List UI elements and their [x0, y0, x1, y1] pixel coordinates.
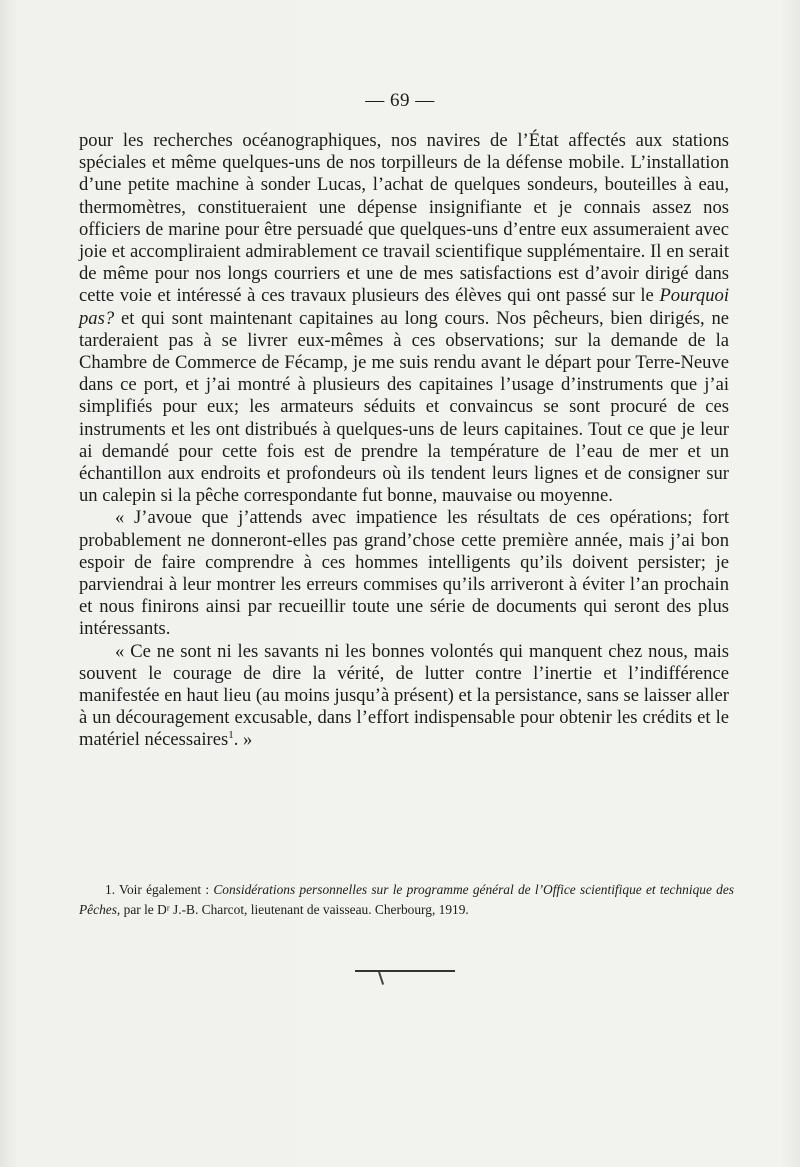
ship-name: Pourquoi pas? — [79, 285, 729, 329]
footnote — [79, 880, 734, 920]
paragraph-3-end: . » — [233, 729, 253, 751]
paragraph-1-end: et qui sont maintenant capitaines au long cours. Nos pêcheurs, bien dirigés, ne tarderaient pas à se livrer eux-mêmes à ces observations; sur la demande de la Chambre de Commerce de Fécamp, je me suis rendu avant le départ pour Terre-Neuve dans ce port, et j’ai montré à plusieurs des capitaines l’usage d’instruments que j’ai simplifiés pour eux; les armateurs séduits et convaincus se sont procuré de ces instruments et les ont distribués à quelques-uns de leurs capitaines. Tout ce que je leur ai demandé pour cette fois est de prendre la température de l’eau de mer et un échantillon aux endroits et profondeurs où ils tendent leurs lignes et de consigner sur un calepin si la pêche correspondante fut bonne, mauvaise ou moyenne. — [79, 307, 729, 507]
end-rule — [355, 970, 455, 972]
footnote-text — [79, 880, 734, 920]
footnote-lead: 1. Voir également : — [105, 882, 210, 897]
footnote-rest: par le Dʳ J.-B. Charcot, lieutenant de vaisseau. Cherbourg, 1919. — [123, 902, 469, 917]
paragraph-1 — [79, 130, 729, 507]
paragraph-3-text: « Ce ne sont ni les savants ni les bonnes volontés qui manquent chez nous, mais souvent le courage de dire la vérité, de lutter contre l’inertie et l’indifférence manifestée en haut lieu (au moins jusqu’à présent) et la persistance, sans se laisser aller à un découragement excusable, dans l’effort indispensable pour obtenir les crédits et le matériel nécessaires — [79, 640, 729, 751]
end-rule-mark — [378, 971, 384, 985]
footnote-title: Considérations personnelles sur le programme général de l’Office scientifique et technique des Pêches, — [79, 882, 734, 917]
page-number: — 69 — — [365, 90, 435, 111]
footnote-marker: 1 — [228, 729, 234, 742]
paragraph-1-text: pour les recherches océanographiques, nos navires de l’État affectés aux stations spéciales et même quelques-uns de nos torpilleurs de la défense mobile. L’installation d’une petite machine à sonder Lucas, l’achat de quelques sondeurs, bouteilles à eau, thermomètres, constitueraient une dépense insignifiante et je connais assez nos officiers de marine pour être persuadé que quelques-uns d’entre eux assumeraient avec joie et accompliraient admirablement ce travail scientifique supplémentaire. Il en serait de même pour nos longs courriers et une de mes satisfactions est d’avoir dirigé dans cette voie et intéressé à ces travaux plusieurs des élèves qui ont passé sur le — [79, 130, 729, 307]
paragraph-3 — [79, 641, 729, 752]
main-text — [79, 130, 729, 752]
paragraph-2: « J’avoue que j’attends avec impatience les résultats de ces opérations; fort probablement ne donneront-elles pas grand’chose cette première année, mais j’ai bon espoir de faire comprendre à ces hommes intelligents qu’ils doivent persister; je parviendrai à leur montrer les erreurs commises qu’ils arriveront à éviter l’an prochain et nous finirons ainsi par recueillir toute une série de documents qui seront des plus intéressants. — [79, 507, 729, 640]
